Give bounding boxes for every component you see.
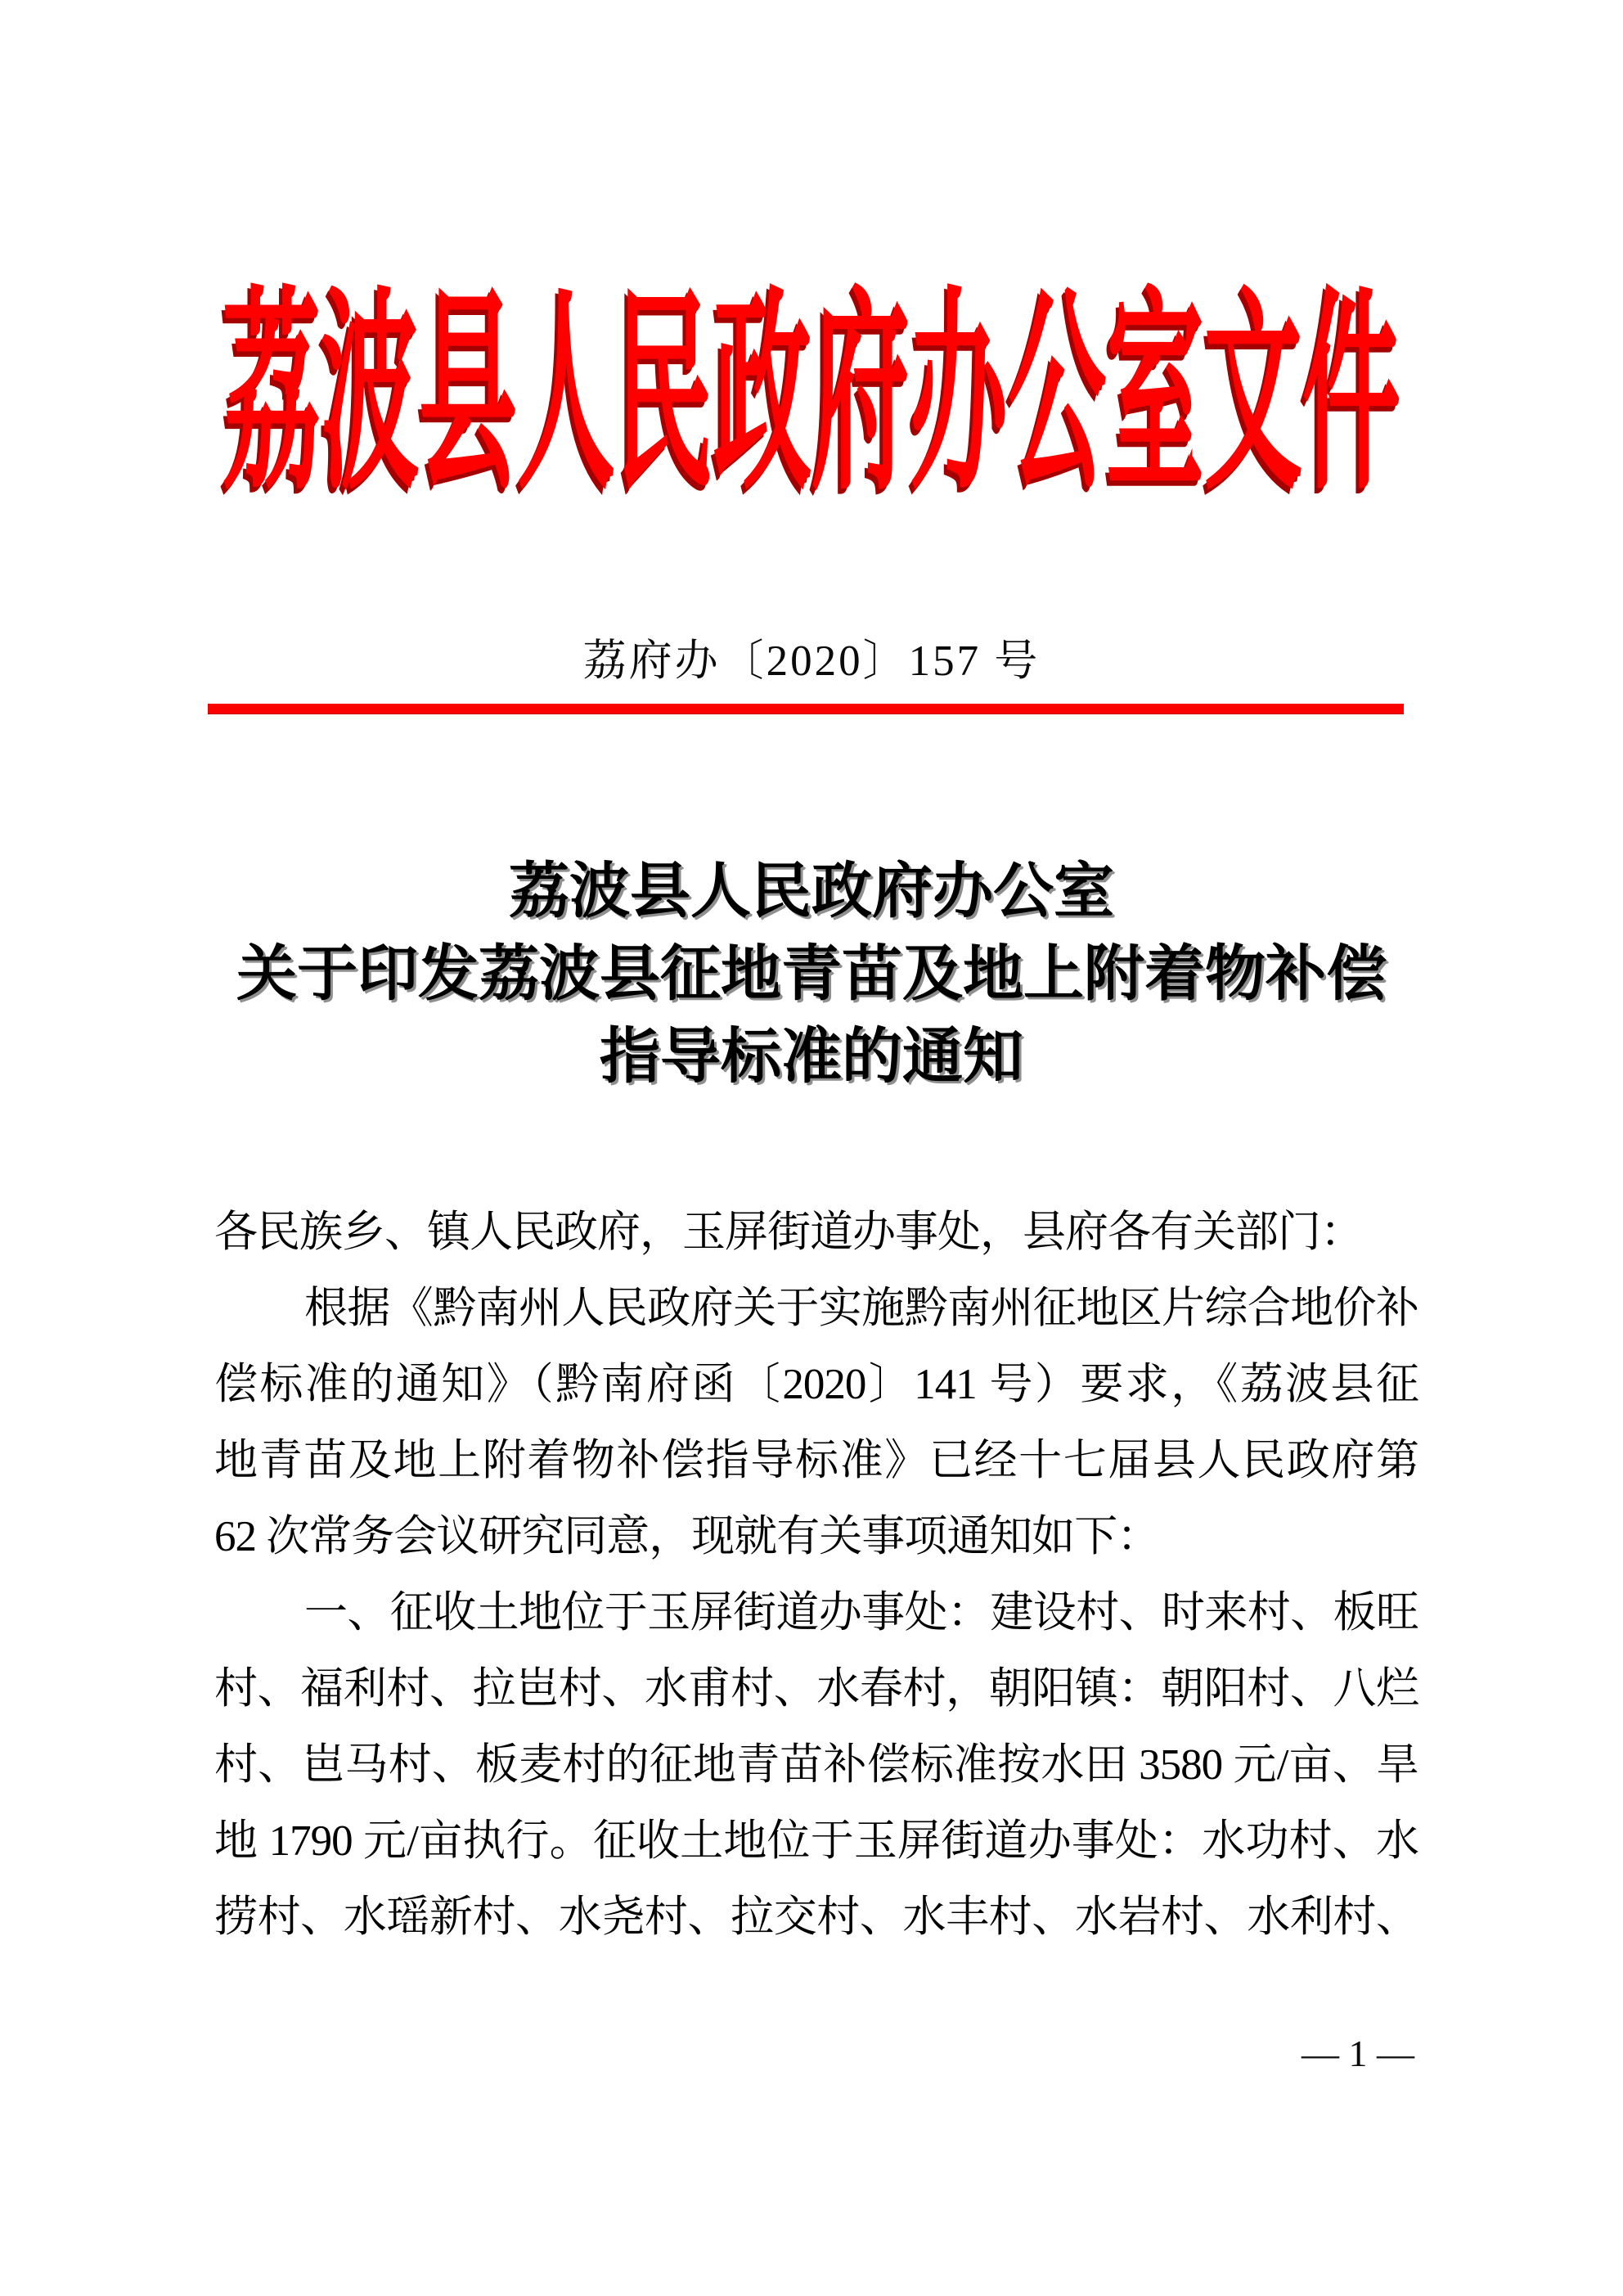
document-title-line-2: 关于印发荔波县征地青苗及地上附着物补偿 <box>236 941 1387 1008</box>
document-title-line-3: 指导标准的通知 <box>600 1024 1023 1091</box>
body-line: 地 1790 元/亩执行。征收土地位于玉屏街道办事处：水功村、水 <box>214 1817 1418 1865</box>
body-line: 地青苗及地上附着物补偿指导标准》已经十七届县人民政府第 <box>214 1437 1418 1484</box>
document-reference-number: 荔府办〔2020〕157 号 <box>582 637 1041 685</box>
body-line: 村、福利村、拉岜村、水甫村、水春村，朝阳镇：朝阳村、八烂 <box>214 1665 1418 1713</box>
body-line: 村、岜马村、板麦村的征地青苗补偿标准按水田 3580 元/亩、旱 <box>214 1741 1418 1789</box>
body-line: 根据《黔南州人民政府关于实施黔南州征地区片综合地价补 <box>304 1285 1418 1332</box>
red-separator-line <box>208 704 1404 714</box>
letterhead-banner-title: 荔波县人民政府办公室文件 <box>223 275 1400 515</box>
body-line: 62 次常务会议研究同意，现就有关事项通知如下： <box>214 1513 1160 1560</box>
body-line-salutation: 各民族乡、镇人民政府，玉屏街道办事处，县府各有关部门： <box>214 1209 1363 1256</box>
body-line: 偿标准的通知》（黔南府函〔2020〕141 号）要求，《荔波县征 <box>214 1361 1418 1408</box>
body-line: 一、征收土地位于玉屏街道办事处：建设村、时来村、板旺 <box>304 1589 1418 1636</box>
document-body <box>214 1195 1418 1956</box>
page-number: — 1 — <box>1302 2033 1414 2074</box>
document-title <box>0 851 1623 1099</box>
body-line: 捞村、水瑶新村、水尧村、拉交村、水丰村、水岩村、水利村、 <box>214 1893 1418 1941</box>
document-title-line-1: 荔波县人民政府办公室 <box>509 858 1114 925</box>
